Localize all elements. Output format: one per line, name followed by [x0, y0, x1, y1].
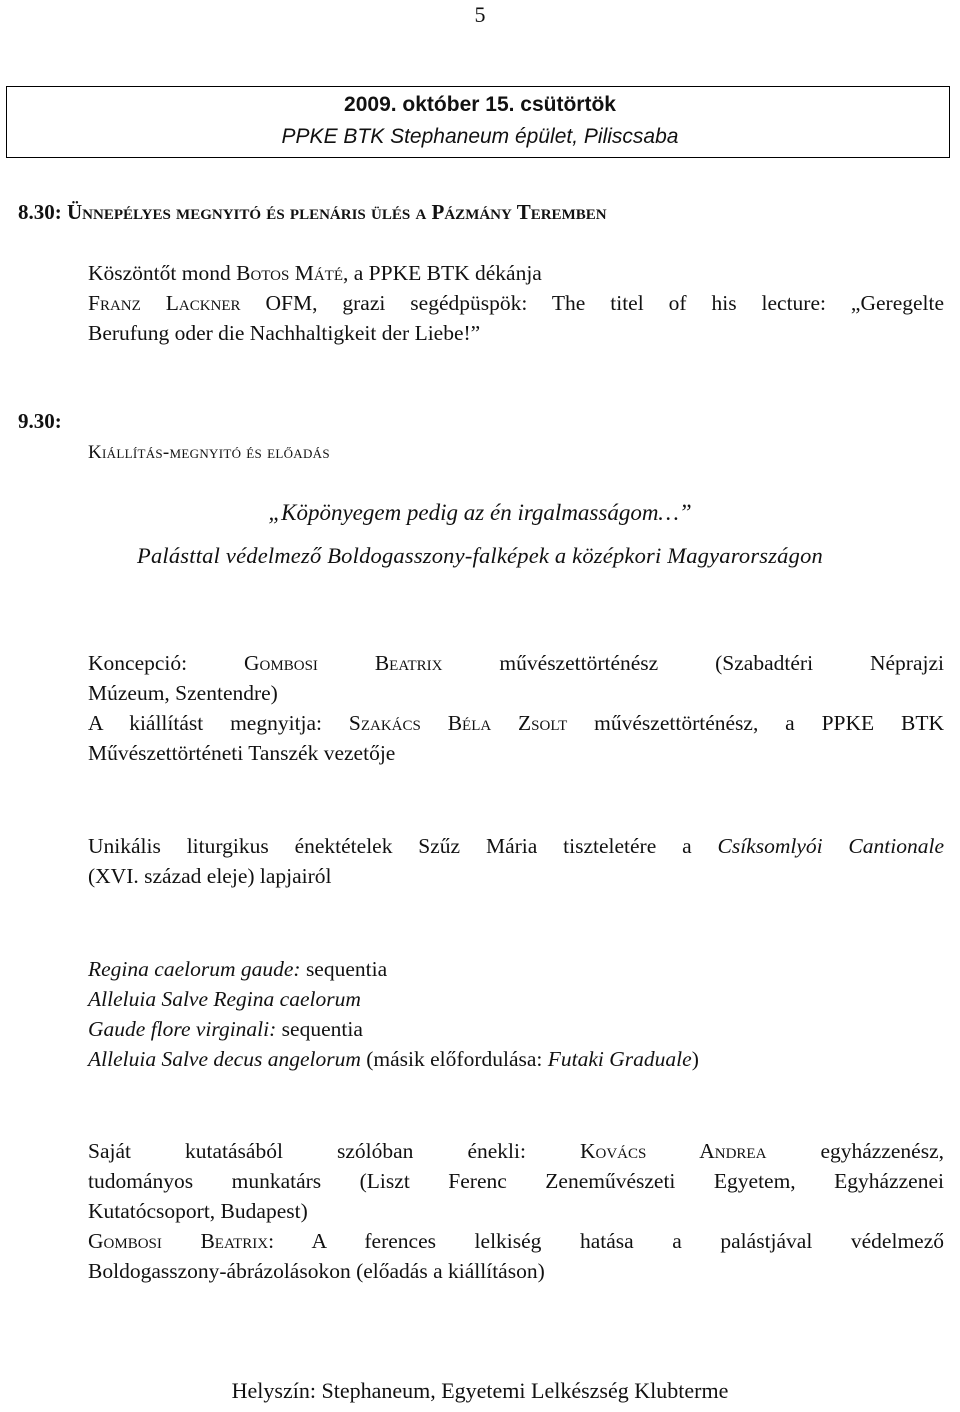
song-title: Gaude flore virginali:	[88, 1017, 277, 1041]
exhibition-title: „Köpönyegem pedig az én irgalmasságom…”	[268, 500, 692, 525]
song-item	[88, 954, 944, 984]
singer-name: Kovács Andrea	[579, 1139, 767, 1163]
welcome-line	[88, 258, 944, 288]
song-note: (másik előfordulása:	[360, 1047, 548, 1071]
speaker-name: Franz Lackner	[88, 291, 241, 315]
songs-intro-line-2: (XVI. század eleje) lapjairól	[88, 864, 332, 888]
singer-line1-rest: egyházzenész,	[766, 1139, 944, 1163]
opener-name: Szakács Béla Zsolt	[348, 711, 568, 735]
session1-body	[88, 258, 944, 348]
songs-intro-line-1	[88, 831, 944, 861]
song-item	[88, 1044, 944, 1074]
lecture-line1-rest: A ferences lelkiség hatása a palástjával védelmező	[274, 1229, 945, 1253]
exhibition-subtitle: Palásttal védelmező Boldogasszony-falképek a középkori Magyarországon	[137, 543, 823, 568]
songs-intro-prefix: Unikális liturgikus énektételek Szűz Mária tiszteletére a	[88, 834, 718, 858]
song-title: Regina caelorum gaude:	[88, 957, 301, 981]
concept-label: Koncepció:	[88, 651, 245, 675]
singer-block	[88, 1136, 944, 1286]
concept-line-1	[88, 648, 944, 678]
song-list	[88, 954, 944, 1074]
speaker-line-1	[88, 288, 944, 318]
header-date: 2009. október 15. csütörtök	[344, 93, 616, 116]
singer-prefix: Saját kutatásából szólóban énekli:	[88, 1139, 580, 1163]
concept-name: Gombosi Beatrix	[244, 651, 443, 675]
singer-line-3: Kutatócsoport, Budapest)	[88, 1199, 308, 1223]
songs-intro-source: Csíksomlyói Cantionale	[717, 834, 944, 858]
song-note: sequentia	[276, 1017, 363, 1041]
header-venue: PPKE BTK Stephaneum épület, Piliscsaba	[281, 125, 679, 148]
song-close: )	[691, 1047, 699, 1071]
location: Helyszín: Stephaneum, Egyetemi Lelkészség Klubterme	[231, 1378, 729, 1403]
song-item	[88, 1014, 944, 1044]
session2-time: 9.30:	[18, 409, 62, 433]
concept-line1-rest: művészettörténész (Szabadtéri Néprajzi	[442, 651, 944, 675]
opener-line1-rest: művészettörténész, a PPKE BTK	[567, 711, 944, 735]
singer-line-1	[88, 1136, 944, 1166]
welcome-suffix: , a PPKE BTK dékánja	[343, 261, 542, 285]
concept-line-2: Múzeum, Szentendre)	[88, 681, 278, 705]
opener-line-1	[88, 708, 944, 738]
welcome-name: Botos Máté	[236, 261, 343, 285]
concept-block	[88, 648, 944, 768]
session2-heading: Kiállítás-megnyitó és előadás	[88, 442, 330, 463]
opener-line-2: Művészettörténeti Tanszék vezetője	[88, 741, 396, 765]
page-number: 5	[474, 2, 486, 27]
speaker-line-2: Berufung oder die Nachhaltigkeit der Liebe!”	[88, 321, 481, 345]
welcome-prefix: Köszöntőt mond	[88, 261, 237, 285]
lecture-name: Gombosi Beatrix:	[88, 1229, 275, 1253]
song-title: Alleluia Salve decus angelorum	[88, 1047, 361, 1071]
song-title: Alleluia Salve Regina caelorum	[88, 987, 361, 1011]
song-source: Futaki Graduale	[547, 1047, 692, 1071]
speaker-line1-rest: OFM, grazi segédpüspök: The titel of his lecture: „Geregelte	[240, 291, 945, 315]
opener-prefix: A kiállítást megnyitja:	[88, 711, 349, 735]
song-note: sequentia	[300, 957, 388, 981]
session1-title: 8.30: Ünnepélyes megnyitó és plenáris ülés a Pázmány Teremben	[18, 200, 607, 224]
song-item	[88, 984, 944, 1014]
lecture-line-2: Boldogasszony-ábrázolásokon (előadás a kiállításon)	[88, 1259, 545, 1283]
lecture-line-1	[88, 1226, 944, 1256]
songs-intro	[88, 831, 944, 891]
singer-line-2: tudományos munkatárs (Liszt Ferenc Zeneművészeti Egyetem, Egyházzenei	[88, 1169, 944, 1193]
